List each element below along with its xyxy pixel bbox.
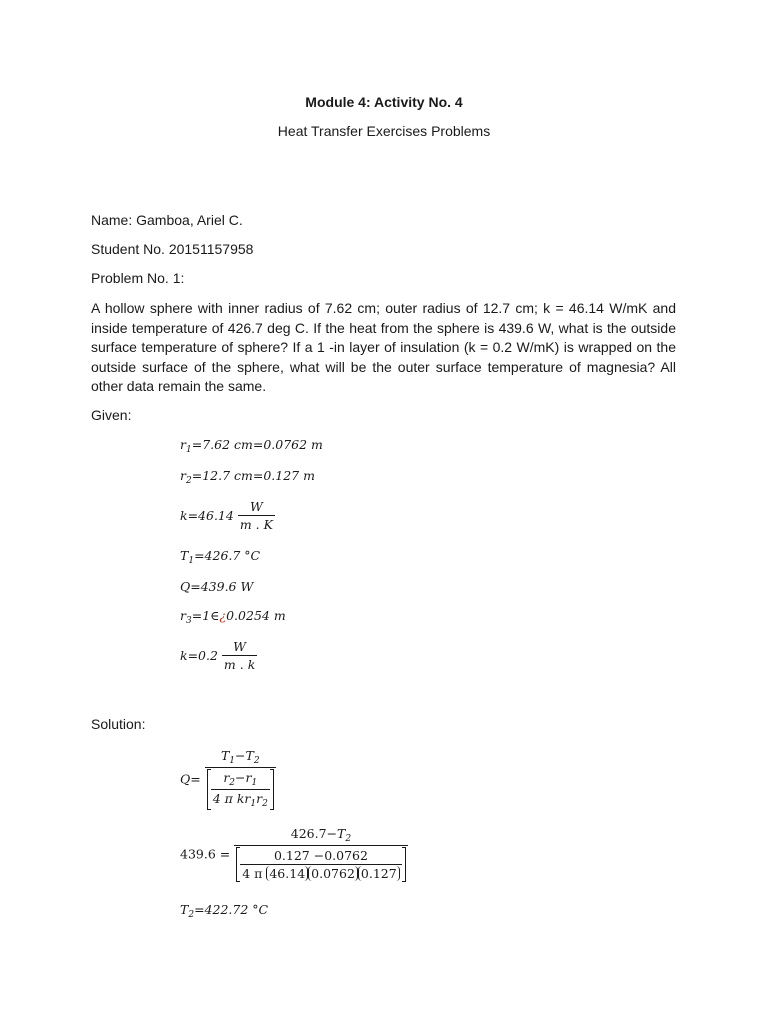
document-title: Module 4: Activity No. 4 <box>305 94 463 110</box>
given-q: Q=439.6 W <box>180 579 254 594</box>
document-subtitle: Heat Transfer Exercises Problems <box>277 123 491 139</box>
result-t2: $T_2=422.72$ °C <box>180 902 269 920</box>
given-k-wall: k=46.14 $\frac{W}{m . K}$ <box>180 499 273 532</box>
problem-number: Problem No. 1: <box>91 270 185 286</box>
given-r2: $r_2=12.7$ cm=0.127 m <box>180 468 315 486</box>
substituted-equation: 439.6 = $\frac{426.7-T_2}{\frac{0.127 -0.0762}{4 \pi 46.14 0.0762 0.127}}$ <box>180 826 408 882</box>
given-t1: $T_1=426.7$ °C <box>180 548 261 566</box>
problem-statement: A hollow sphere with inner radius of 7.62 cm; outer radius of 12.7 cm; k = 46.14 W/mK and inside temperature of 426.7 deg C. If the heat from the sphere is 439.6 W, what is the outside surface temperature of sphere? If a 1 -in layer of insulation (k = 0.2 W/mK) is wrapped on the outside surface of the sphere, what will be the outer surface temperature of magnesia? All other data remain the same. <box>91 300 676 394</box>
student-name: Name: Gamboa, Ariel C. <box>91 212 243 228</box>
given-label: Given: <box>91 407 132 423</box>
student-number: Student No. 20151157958 <box>91 241 254 257</box>
given-r3: $r_3=1\in¿0.0254$ m <box>180 608 286 626</box>
heat-equation: Q= $\frac{T_1-T_2}{\frac{r_2-r_1}{4 \pi kr_1r_2}}$ <box>180 748 276 810</box>
solution-label: Solution: <box>91 716 146 732</box>
given-r1: $r_1=7.62$ cm=0.0762 m <box>180 437 323 455</box>
given-k-insulation: k=0.2 $\frac{W}{m . k}$ <box>180 639 256 672</box>
